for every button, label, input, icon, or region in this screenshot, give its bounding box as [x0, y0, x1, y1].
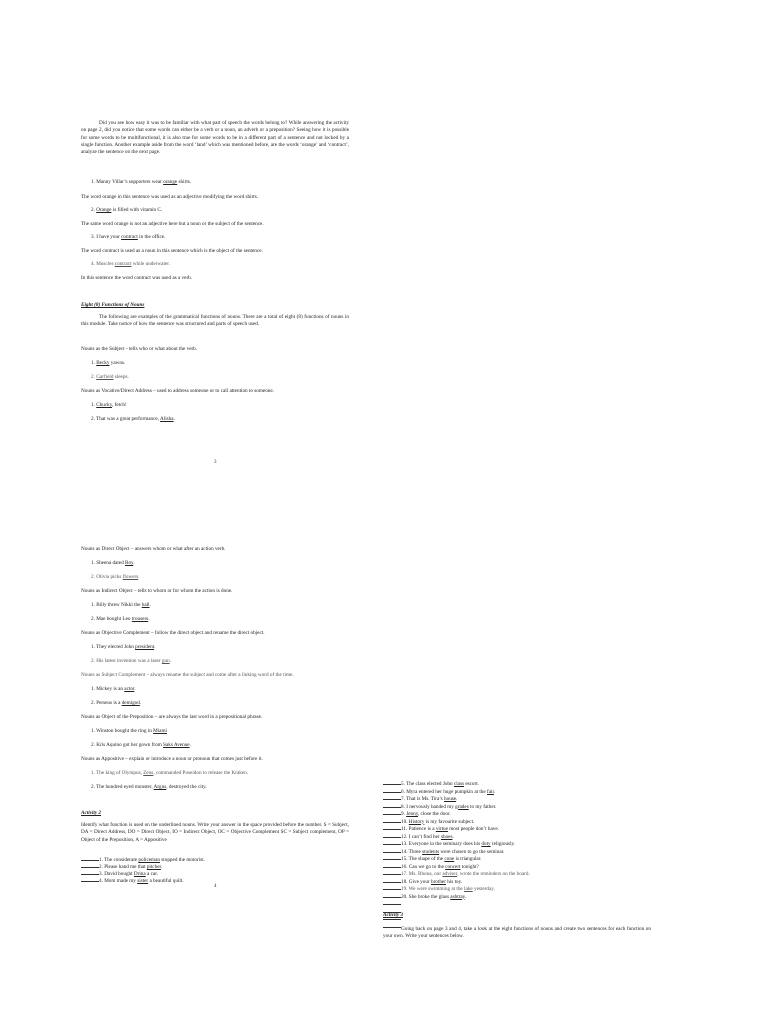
- example-2-note: The same word orange is not an adjective here but a noun or the subject of the sentence.: [81, 221, 264, 227]
- list-item: 18. Give your brother his toy.: [383, 877, 462, 886]
- objective-complement-heading: Nouns as Objective Complement – follow the direct object and rename the direct object.: [81, 630, 265, 636]
- list-item: 7. That is Ms. Tira’s house.: [383, 794, 457, 803]
- list-item: 20. She broke the glass ashtray.: [383, 892, 466, 901]
- subject-complement-example-2: 2. Perseus is a demigod.: [91, 700, 142, 706]
- subject-complement-example-1: 1. Mickey is an actor.: [91, 686, 136, 692]
- appositive-example-1: 1. The king of Olympus, Zeus, commanded Poseidon to release the Kraken.: [91, 770, 249, 776]
- answer-blank[interactable]: [383, 862, 401, 868]
- object-of-preposition-heading: Nouns as Object of the Preposition – are always the last word in a prepositional phrase.: [81, 714, 263, 720]
- direct-object-heading: Nouns as Direct Object – answers whom or what after an action verb.: [81, 546, 226, 552]
- page-3: [81, 120, 349, 420]
- answer-blank[interactable]: [81, 869, 99, 875]
- vocative-heading: Nouns as Vocative/Direct Address – used to address someone or to call attention to someone.: [81, 388, 275, 394]
- list-item: 6. Myra entered her huge pumpkin at the fair.: [383, 787, 495, 796]
- answer-blank[interactable]: [383, 832, 401, 838]
- subject-example-1: 1. Becky yawns.: [91, 360, 126, 366]
- list-item: 9. Jenny, close the door.: [383, 809, 451, 818]
- answer-blank[interactable]: [383, 817, 401, 823]
- list-item: 1. The considerate policeman stopped the motorist.: [81, 855, 205, 864]
- activity-2-instructions: Identify what function is used on the underlined nouns. Write your answer in the space provided before the number. S = Subject, DA = Direct Address, DO = Direct Object, IO = Indirect Object, OC = Objective Complement SC = Subject complement, OP = Object of the Preposition, A = Appositive: [81, 822, 349, 843]
- example-3-note: The word contract is used as a noun in this sentence which is the object of the sentence.: [81, 248, 263, 254]
- answer-blank[interactable]: [383, 802, 401, 808]
- page-number-4: 4: [214, 884, 217, 889]
- subject-heading: Nouns as the Subject - tells who or what about the verb.: [81, 346, 198, 352]
- example-4: 4. Muscles contract while underwater.: [91, 261, 170, 267]
- list-item: 2. Please hand me that pitcher.: [81, 862, 162, 871]
- appositive-example-2: 2. The hundred eyed monster, Argus, destroyed the city.: [91, 784, 207, 790]
- indirect-object-example-2: 2. Mae bought Leo trousers.: [91, 616, 150, 622]
- activity-2-title: Activity 2: [81, 810, 102, 816]
- activity-3-title: Activity 3: [383, 912, 404, 918]
- direct-object-example-1: 1. Sheena dated Roy.: [91, 560, 135, 566]
- list-item: 16. Can we go to the concert tonight?: [383, 862, 479, 871]
- list-item: 5. The class elected John class escort.: [383, 779, 479, 788]
- object-of-preposition-example-2: 2. Kris Aquino got her gown from Saks Avenue.: [91, 742, 191, 748]
- list-item: 12. I can’t find her shoes.: [383, 832, 454, 841]
- indirect-object-example-1: 1. Billy threw Nikki the ball.: [91, 602, 151, 608]
- page-4: [81, 546, 349, 884]
- example-4-note: In this sentence the word contract was used as a verb.: [81, 275, 193, 281]
- list-item: 17. Ms. Rhona, our adviser, wrote the reminders on the board.: [383, 869, 530, 878]
- answer-blank[interactable]: [383, 892, 401, 898]
- object-of-preposition-example-1: 1. Winston bought the ring in Miami: [91, 728, 167, 734]
- answer-blank[interactable]: [383, 877, 401, 883]
- answer-blank[interactable]: [383, 779, 401, 785]
- subject-complement-heading: Nouns as Subject Complement – always rename the subject and come after a linking word of the time.: [81, 672, 294, 678]
- answer-blank[interactable]: [383, 809, 401, 815]
- objective-complement-example-2: 2. His latest invention was a laser gun.: [91, 658, 171, 664]
- answer-blank[interactable]: [383, 884, 401, 890]
- activity-3-instructions: Going back on page 3 and 4, take a look at the eight functions of nouns and create two sentences for each function on your own. Write your sentences below.: [383, 926, 651, 940]
- answer-blank[interactable]: [383, 899, 401, 905]
- answer-blank[interactable]: [383, 824, 401, 830]
- objective-complement-example-1: 1. They elected John president.: [91, 644, 156, 650]
- answer-blank[interactable]: [383, 854, 401, 860]
- section-heading: Eight (8) Functions of Nouns: [81, 302, 145, 308]
- activity-3: [383, 912, 651, 952]
- answer-blank[interactable]: [81, 855, 99, 861]
- list-item: 4. Mom made my sister a beautiful quilt.: [81, 876, 184, 885]
- answer-blank[interactable]: [383, 839, 401, 845]
- intro-paragraph: Did you see how easy it was to be familiar with what part of speech the words belong to? While answering the activity on page 2, did you notice that some words can either be a verb or a noun, an adverb or a preposition? Seeing how it is possible for some words to be multifunctional, it is also true for some words to be in a different part of a sentence and not locked by a single function. Another example aside from the word ‘land’ which was mentioned before, are the words ‘orange’ and ‘contract’, analyze the sentence on the next page.: [81, 120, 349, 156]
- indirect-object-heading: Nouns as Indirect Object – tells to whom or for whom the action is done.: [81, 588, 233, 594]
- list-item: 14. Three students were chosen to go the seminar.: [383, 847, 504, 856]
- example-1-note: The word orange in this sentence was used as an adjective modifying the word shirts.: [81, 194, 259, 200]
- list-item: 8. I nervously handed my grades to my father.: [383, 802, 496, 811]
- subject-example-2: 2. Garfield sleeps.: [91, 374, 129, 380]
- answer-blank[interactable]: [81, 862, 99, 868]
- answer-blank[interactable]: [383, 794, 401, 800]
- functions-intro: The following are examples of the grammatical functions of nouns. There are a total of eight (8) functions of nouns in this module. Take notice of how the sentence was structured and parts of speech used.: [81, 314, 349, 328]
- example-2: 2. Orange is filled with vitamin C.: [91, 207, 163, 213]
- example-3: 3. I have your contract in the office.: [91, 234, 166, 240]
- list-item: 3. David bought Drina a car.: [81, 869, 158, 878]
- list-item: 11. Patience is a virtue most people don’t have.: [383, 824, 499, 833]
- appositive-heading: Nouns as Appositive – explain or introduce a noun or pronoun that comes just before it.: [81, 756, 263, 762]
- example-1: 1. Manny Villar’s supporters wear orange shirts.: [91, 179, 192, 185]
- list-item: 10. History is my favourite subject.: [383, 817, 474, 826]
- vocative-example-1: 1. Chucky, fetch!: [91, 402, 127, 408]
- answer-blank[interactable]: [383, 787, 401, 793]
- list-item: 13. Everyone in the seminary does his duty religiously.: [383, 839, 515, 848]
- vocative-example-2: 2. That was a great performance, Alisha.: [91, 416, 175, 422]
- direct-object-example-2: 2. Olivia picks flowers.: [91, 574, 140, 580]
- list-item: 19. We were swimming at the lake yesterday.: [383, 884, 495, 893]
- page-number-3: 3: [214, 460, 217, 465]
- answer-blank[interactable]: [81, 876, 99, 882]
- answer-blank[interactable]: [383, 869, 401, 875]
- list-item: 15. The shape of the cone is triangular.: [383, 854, 481, 863]
- answer-blank[interactable]: [383, 847, 401, 853]
